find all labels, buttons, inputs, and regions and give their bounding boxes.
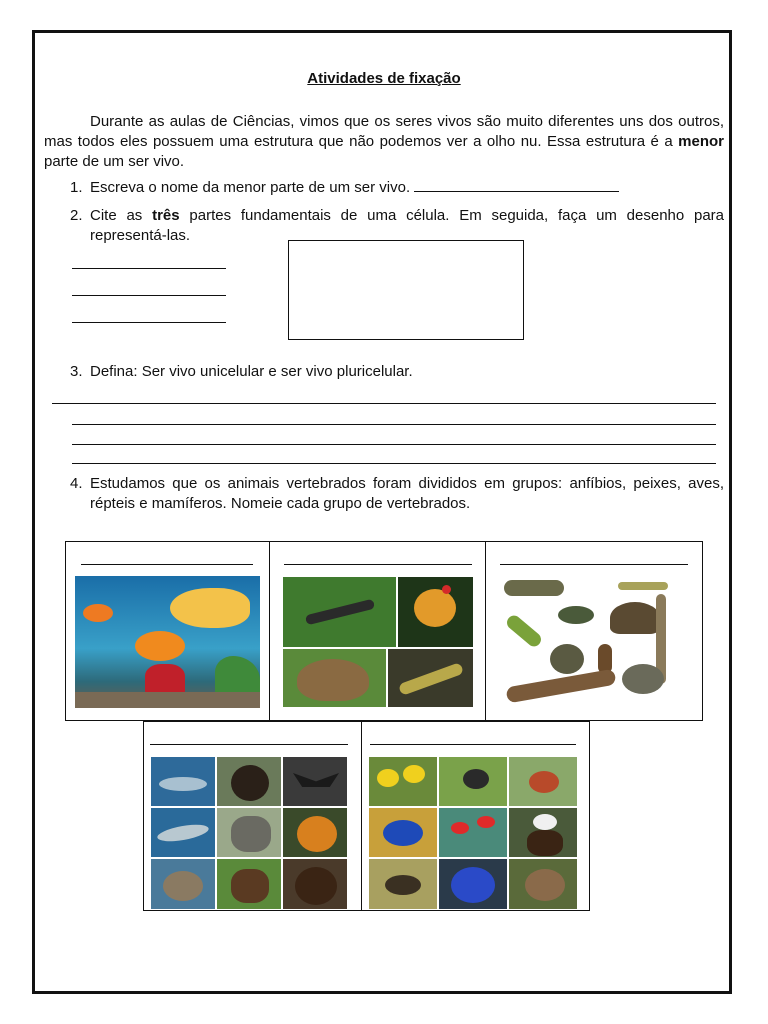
- question-1-number: 1.: [70, 179, 83, 196]
- question-4: [70, 474, 724, 514]
- tiger: [297, 816, 337, 852]
- gravel: [75, 692, 260, 708]
- fish-photo: [75, 576, 260, 708]
- goldfish-mid: [135, 631, 185, 661]
- cell-birds: [362, 722, 589, 910]
- group-name-line-birds[interactable]: [370, 744, 576, 745]
- bear: [295, 867, 337, 905]
- small-lizard: [618, 582, 668, 590]
- elephant: [231, 816, 271, 852]
- bear-tile: [282, 858, 348, 910]
- duck-tile: [368, 858, 438, 910]
- answer-line-2a[interactable]: [72, 268, 226, 269]
- whale: [159, 777, 207, 791]
- elephant-tile: [216, 807, 282, 858]
- bluebird-tile: [368, 807, 438, 858]
- frog-eye: [442, 585, 451, 594]
- small-turtle: [558, 606, 594, 624]
- ibis-2: [477, 816, 495, 828]
- question-4-number: 4.: [70, 475, 83, 492]
- iguana: [504, 580, 564, 596]
- yak-tile: [216, 858, 282, 910]
- cell-mammals: [144, 722, 362, 910]
- macaw-tile: [438, 858, 508, 910]
- canaries-tile: [368, 756, 438, 807]
- ostrich-tile: [438, 756, 508, 807]
- eagle-tile: [508, 807, 578, 858]
- cell-amphibians: [270, 542, 486, 720]
- turtle: [622, 664, 664, 694]
- salamander: [305, 599, 375, 626]
- komodo-dragon: [505, 669, 616, 704]
- question-3-number: 3.: [70, 363, 83, 380]
- intro-rest: parte de um ser vivo.: [44, 153, 185, 170]
- goldfish-small: [83, 604, 113, 622]
- drawing-box[interactable]: [288, 240, 524, 340]
- robin-tile: [508, 756, 578, 807]
- answer-line-3d[interactable]: [72, 463, 716, 464]
- question-1: [70, 178, 724, 198]
- tortoise: [610, 602, 660, 634]
- bluebird: [383, 820, 423, 846]
- lizard-tile: [387, 648, 474, 708]
- group-name-line-reptiles[interactable]: [500, 564, 688, 565]
- newt: [398, 662, 464, 696]
- whale-tile: [150, 756, 216, 807]
- group-name-line-mammals[interactable]: [150, 744, 348, 745]
- question-2-post: partes fundamentais de uma célula. Em seguida, faça um desenho para representá-las.: [90, 207, 725, 244]
- seal-tile: [150, 858, 216, 910]
- kiwi-tile: [508, 858, 578, 910]
- answer-line-1[interactable]: [414, 178, 619, 192]
- tree-frog-tile: [397, 576, 474, 648]
- mammals-collage: [150, 756, 348, 910]
- chimpanzee-tile: [216, 756, 282, 807]
- cell-fish: [66, 542, 270, 720]
- macaw: [451, 867, 495, 903]
- toad-tile: [282, 648, 387, 708]
- eagle-head: [533, 814, 557, 830]
- ibis-1: [451, 822, 469, 834]
- question-3: [70, 362, 724, 382]
- page-title: Atividades de fixação: [307, 70, 461, 87]
- ostrich: [463, 769, 489, 789]
- group-name-line-amphibians[interactable]: [284, 564, 472, 565]
- reptiles-collage: [498, 574, 690, 708]
- canary-1: [377, 769, 399, 787]
- bat-tile: [282, 756, 348, 807]
- cell-reptiles: [486, 542, 702, 720]
- intro-text: Durante as aulas de Ciências, vimos que os seres vivos são muito diferentes uns dos outros, mas todos eles possuem uma estrutura que não podemos ver a olho nu. Essa estrutura é a: [44, 113, 724, 150]
- question-2-bold: três: [152, 207, 180, 224]
- tree-frog: [414, 589, 456, 627]
- toad: [297, 659, 369, 701]
- plant: [215, 656, 260, 696]
- answer-line-2b[interactable]: [72, 295, 226, 296]
- bat: [293, 773, 339, 787]
- duck: [385, 875, 421, 895]
- question-2-pre: Cite as: [90, 207, 143, 224]
- question-3-text: Defina: Ser vivo unicelular e ser vivo pluricelular.: [90, 363, 413, 380]
- answer-line-3c[interactable]: [72, 444, 716, 445]
- red-decoration: [145, 664, 185, 694]
- coiled-snake: [550, 644, 584, 674]
- tiger-tile: [282, 807, 348, 858]
- answer-line-3b[interactable]: [72, 424, 716, 425]
- seal: [163, 871, 203, 901]
- question-2-number: 2.: [70, 207, 83, 224]
- ibis-tile: [438, 807, 508, 858]
- canary-2: [403, 765, 425, 783]
- question-1-text: Escreva o nome da menor parte de um ser vivo.: [90, 179, 411, 196]
- vertebrates-table-top: [65, 541, 703, 721]
- eagle-body: [527, 830, 563, 856]
- question-4-text: Estudamos que os animais vertebrados foram divididos em grupos: anfíbios, peixes, aves, répteis e mamíferos. Nomeie cada grupo de vertebrados.: [90, 475, 724, 512]
- dolphin-tile: [150, 807, 216, 858]
- intro-paragraph: [44, 112, 724, 172]
- intro-bold-word: menor: [678, 133, 724, 150]
- amphibians-collage: [282, 576, 474, 708]
- yak: [231, 869, 269, 903]
- birds-collage: [368, 756, 578, 910]
- goldfish-large: [170, 588, 250, 628]
- answer-line-3a[interactable]: [52, 403, 716, 404]
- dolphin: [156, 822, 210, 845]
- kiwi: [525, 869, 565, 901]
- green-lizard: [504, 613, 544, 649]
- chimpanzee: [231, 765, 269, 801]
- group-name-line-fish[interactable]: [81, 564, 253, 565]
- vertebrates-table-bottom: [143, 721, 590, 911]
- salamander-tile: [282, 576, 397, 648]
- robin: [529, 771, 559, 793]
- answer-line-2c[interactable]: [72, 322, 226, 323]
